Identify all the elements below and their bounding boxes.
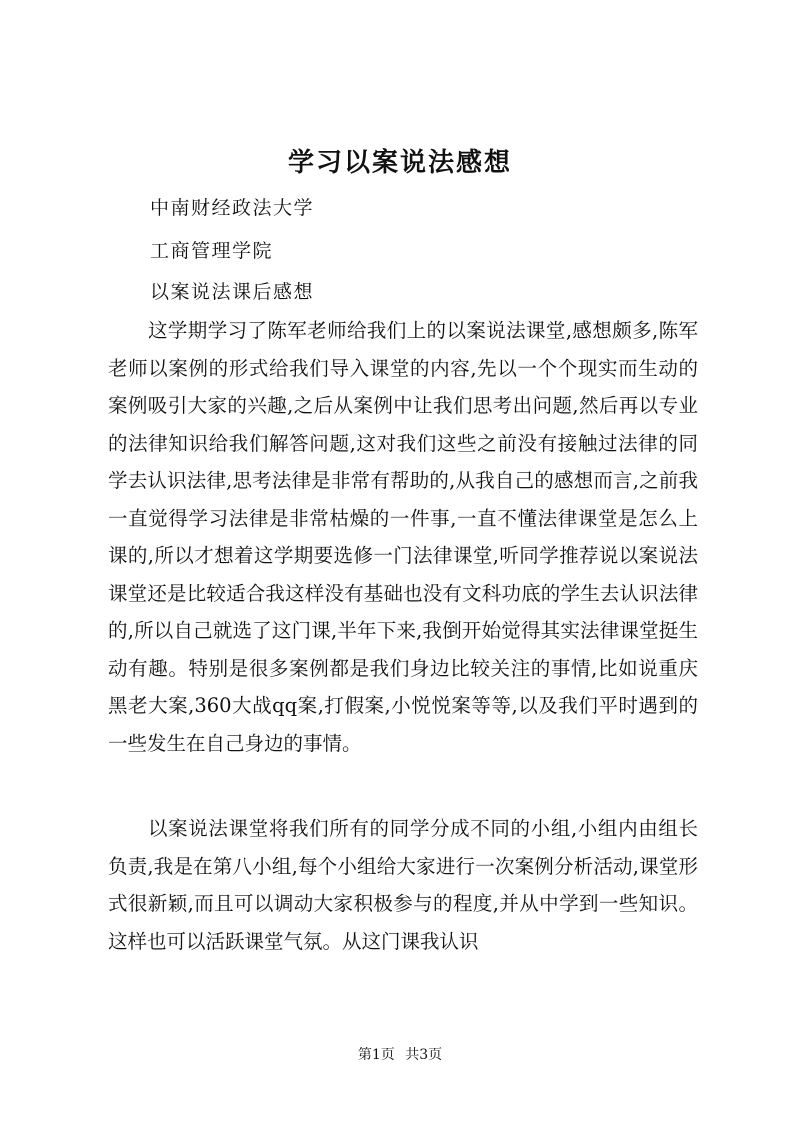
school-name: 工商管理学院 [150,240,274,262]
page-number: 第1页 [357,1047,395,1063]
document-subtitle: 以案说法课后感想 [150,281,315,303]
paragraph-2: 以案说法课堂将我们所有的同学分成不同的小组,小组内由组长负责,我是在第八小组,每个小组给大家进行一次案例分析活动,课堂形式很新颖,而且可以调动大家积极参与的程度,并从中学到一些知识。这样也可以活跃课堂气氛。从这门课我认识 [108,817,698,953]
document-title: 学习以案说法感想 [287,148,512,178]
university-name: 中南财经政法大学 [150,197,315,219]
page-footer [0,1044,800,1064]
paragraph-1: 这学期学习了陈军老师给我们上的以案说法课堂,感想颇多,陈军老师以案例的形式给我们导入课堂的内容,先以一个个现实而生动的案例吸引大家的兴趣,之后从案例中让我们思考出问题,然后再以专业的法律知识给我们解答问题,这对我们这些之前没有接触过法律的同学去认识法律,思考法律是非常有帮助的,从我自己的感想而言,之前我一直觉得学习法律是非常枯燥的一件事,一直不懂法律课堂是怎么上课的,所以才想着这学期要选修一门法律课堂,听同学推荐说以案说法课堂还是比较适合我这样没有基础也没有文科功底的学生去认识法律的,所以自己就选了这门课,半年下来,我倒开始觉得其实法律课堂挺生动有趣。特别是很多案例都是我们身边比较关注的事情,比如说重庆黑老大案,360大战qq案,打假案,小悦悦案等等,以及我们平时遇到的一些发生在自己身边的事情。 [108,319,698,755]
page-total: 共3页 [405,1047,443,1063]
